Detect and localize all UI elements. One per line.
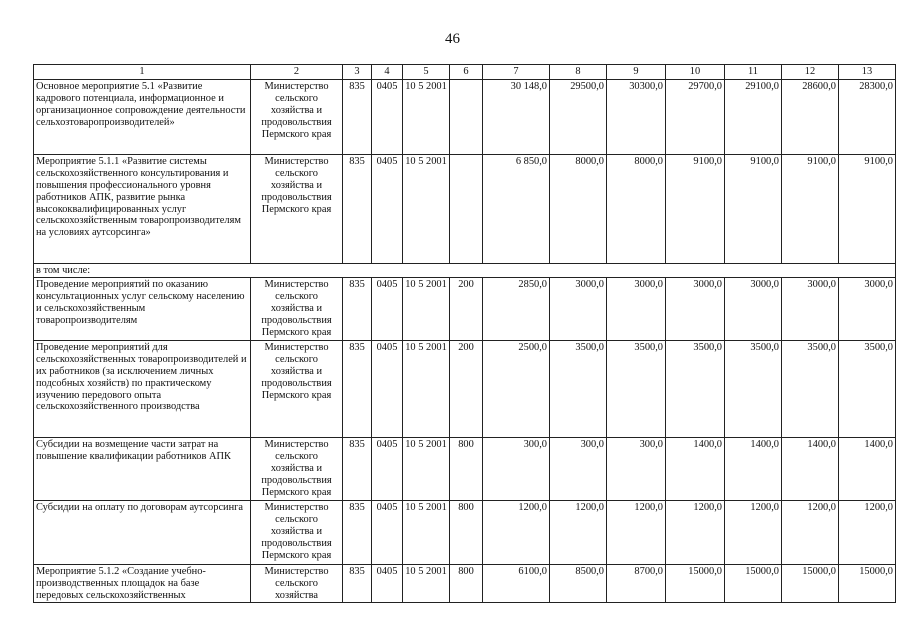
value-cell: 9100,0 <box>666 154 725 263</box>
cell-5: 10 5 2001 <box>403 79 450 154</box>
cell-5: 10 5 2001 <box>403 277 450 340</box>
header-row <box>34 65 896 80</box>
value-cell: 3000,0 <box>782 277 839 340</box>
executor-cell: Министерство сельского хозяйства и продовольствия Пермского края <box>251 277 343 340</box>
column-header: 13 <box>839 65 896 80</box>
value-cell: 1400,0 <box>782 437 839 500</box>
budget-table <box>33 64 896 603</box>
activity-name: Субсидии на возмещение части затрат на повышение квалификации работников АПК <box>34 437 251 500</box>
value-cell: 30 148,0 <box>483 79 550 154</box>
table-row <box>34 79 896 154</box>
table-row <box>34 340 896 437</box>
value-cell: 1200,0 <box>483 500 550 564</box>
value-cell: 3000,0 <box>607 277 666 340</box>
value-cell: 29700,0 <box>666 79 725 154</box>
value-cell: 1400,0 <box>666 437 725 500</box>
cell-3: 835 <box>343 500 372 564</box>
column-header: 5 <box>403 65 450 80</box>
value-cell: 300,0 <box>483 437 550 500</box>
value-cell: 3500,0 <box>725 340 782 437</box>
value-cell: 3500,0 <box>782 340 839 437</box>
value-cell: 8000,0 <box>607 154 666 263</box>
value-cell: 15000,0 <box>839 564 896 602</box>
cell-5: 10 5 2001 <box>403 340 450 437</box>
value-cell: 1200,0 <box>607 500 666 564</box>
value-cell: 3500,0 <box>550 340 607 437</box>
value-cell: 3000,0 <box>666 277 725 340</box>
value-cell: 28600,0 <box>782 79 839 154</box>
value-cell: 3000,0 <box>725 277 782 340</box>
value-cell: 3500,0 <box>666 340 725 437</box>
table-row <box>34 263 896 277</box>
activity-name: Основное мероприятие 5.1 «Развитие кадрового потенциала, информационное и организационное сопровождение деятельности сельхозтоваропроизводителей» <box>34 79 251 154</box>
cell-4: 0405 <box>372 277 403 340</box>
page-number: 46 <box>445 31 460 47</box>
value-cell: 2500,0 <box>483 340 550 437</box>
cell-3: 835 <box>343 154 372 263</box>
cell-4: 0405 <box>372 564 403 602</box>
cell-6: 200 <box>450 340 483 437</box>
cell-6: 800 <box>450 500 483 564</box>
cell-3: 835 <box>343 437 372 500</box>
value-cell: 9100,0 <box>725 154 782 263</box>
activity-name: Проведение мероприятий по оказанию консультационных услуг сельскому населению и сельскохозяйственным товаропроизводителям <box>34 277 251 340</box>
value-cell: 6100,0 <box>483 564 550 602</box>
cell-6 <box>450 154 483 263</box>
column-header: 4 <box>372 65 403 80</box>
activity-name: Проведение мероприятий для сельскохозяйственных товаропроизводителей и их работников (за исключением личных подсобных хозяйств) по практическому изучению передового опыта сельскохозяйственного производства <box>34 340 251 437</box>
cell-4: 0405 <box>372 340 403 437</box>
executor-cell: Министерство сельского хозяйства и продовольствия Пермского края <box>251 154 343 263</box>
column-header: 9 <box>607 65 666 80</box>
value-cell: 1200,0 <box>782 500 839 564</box>
cell-4: 0405 <box>372 500 403 564</box>
value-cell: 1400,0 <box>725 437 782 500</box>
column-header: 11 <box>725 65 782 80</box>
table-row <box>34 564 896 602</box>
table-row <box>34 154 896 263</box>
column-header: 12 <box>782 65 839 80</box>
value-cell: 28300,0 <box>839 79 896 154</box>
cell-5: 10 5 2001 <box>403 564 450 602</box>
table-row <box>34 437 896 500</box>
value-cell: 3500,0 <box>839 340 896 437</box>
value-cell: 15000,0 <box>725 564 782 602</box>
cell-6: 800 <box>450 437 483 500</box>
cell-5: 10 5 2001 <box>403 500 450 564</box>
value-cell: 1400,0 <box>839 437 896 500</box>
column-header: 2 <box>251 65 343 80</box>
executor-cell: Министерство сельского хозяйства и продовольствия Пермского края <box>251 79 343 154</box>
value-cell: 15000,0 <box>666 564 725 602</box>
column-header: 10 <box>666 65 725 80</box>
value-cell: 8500,0 <box>550 564 607 602</box>
value-cell: 3000,0 <box>550 277 607 340</box>
cell-6: 200 <box>450 277 483 340</box>
cell-6 <box>450 79 483 154</box>
value-cell: 30300,0 <box>607 79 666 154</box>
cell-5: 10 5 2001 <box>403 437 450 500</box>
value-cell: 29500,0 <box>550 79 607 154</box>
value-cell: 300,0 <box>550 437 607 500</box>
value-cell: 2850,0 <box>483 277 550 340</box>
column-header: 3 <box>343 65 372 80</box>
value-cell: 1200,0 <box>550 500 607 564</box>
cell-5: 10 5 2001 <box>403 154 450 263</box>
value-cell: 1200,0 <box>839 500 896 564</box>
column-header: 7 <box>483 65 550 80</box>
value-cell: 29100,0 <box>725 79 782 154</box>
cell-3: 835 <box>343 564 372 602</box>
cell-4: 0405 <box>372 79 403 154</box>
cell-3: 835 <box>343 79 372 154</box>
activity-name: Мероприятие 5.1.2 «Создание учебно-производственных площадок на базе передовых сельскохозяйственных <box>34 564 251 602</box>
executor-cell: Министерство сельского хозяйства <box>251 564 343 602</box>
executor-cell: Министерство сельского хозяйства и продовольствия Пермского края <box>251 500 343 564</box>
cell-4: 0405 <box>372 154 403 263</box>
cell-4: 0405 <box>372 437 403 500</box>
value-cell: 300,0 <box>607 437 666 500</box>
table-row <box>34 500 896 564</box>
executor-cell: Министерство сельского хозяйства и продовольствия Пермского края <box>251 437 343 500</box>
cell-3: 835 <box>343 277 372 340</box>
value-cell: 9100,0 <box>839 154 896 263</box>
cell-6: 800 <box>450 564 483 602</box>
column-header: 8 <box>550 65 607 80</box>
value-cell: 1200,0 <box>725 500 782 564</box>
value-cell: 8700,0 <box>607 564 666 602</box>
value-cell: 9100,0 <box>782 154 839 263</box>
value-cell: 6 850,0 <box>483 154 550 263</box>
value-cell: 3000,0 <box>839 277 896 340</box>
value-cell: 15000,0 <box>782 564 839 602</box>
value-cell: 1200,0 <box>666 500 725 564</box>
column-header: 6 <box>450 65 483 80</box>
executor-cell: Министерство сельского хозяйства и продовольствия Пермского края <box>251 340 343 437</box>
column-header: 1 <box>34 65 251 80</box>
activity-name: Субсидии на оплату по договорам аутсорсинга <box>34 500 251 564</box>
section-subheading: в том числе: <box>34 263 896 277</box>
cell-3: 835 <box>343 340 372 437</box>
value-cell: 8000,0 <box>550 154 607 263</box>
activity-name: Мероприятие 5.1.1 «Развитие системы сельскохозяйственного консультирования и повышения профессионального уровня работников АПК, развитие рынка высококвалифицированных услуг сельскохозяйственным товаропроизводителям на условиях аутсорсинга» <box>34 154 251 263</box>
value-cell: 3500,0 <box>607 340 666 437</box>
table-row <box>34 277 896 340</box>
